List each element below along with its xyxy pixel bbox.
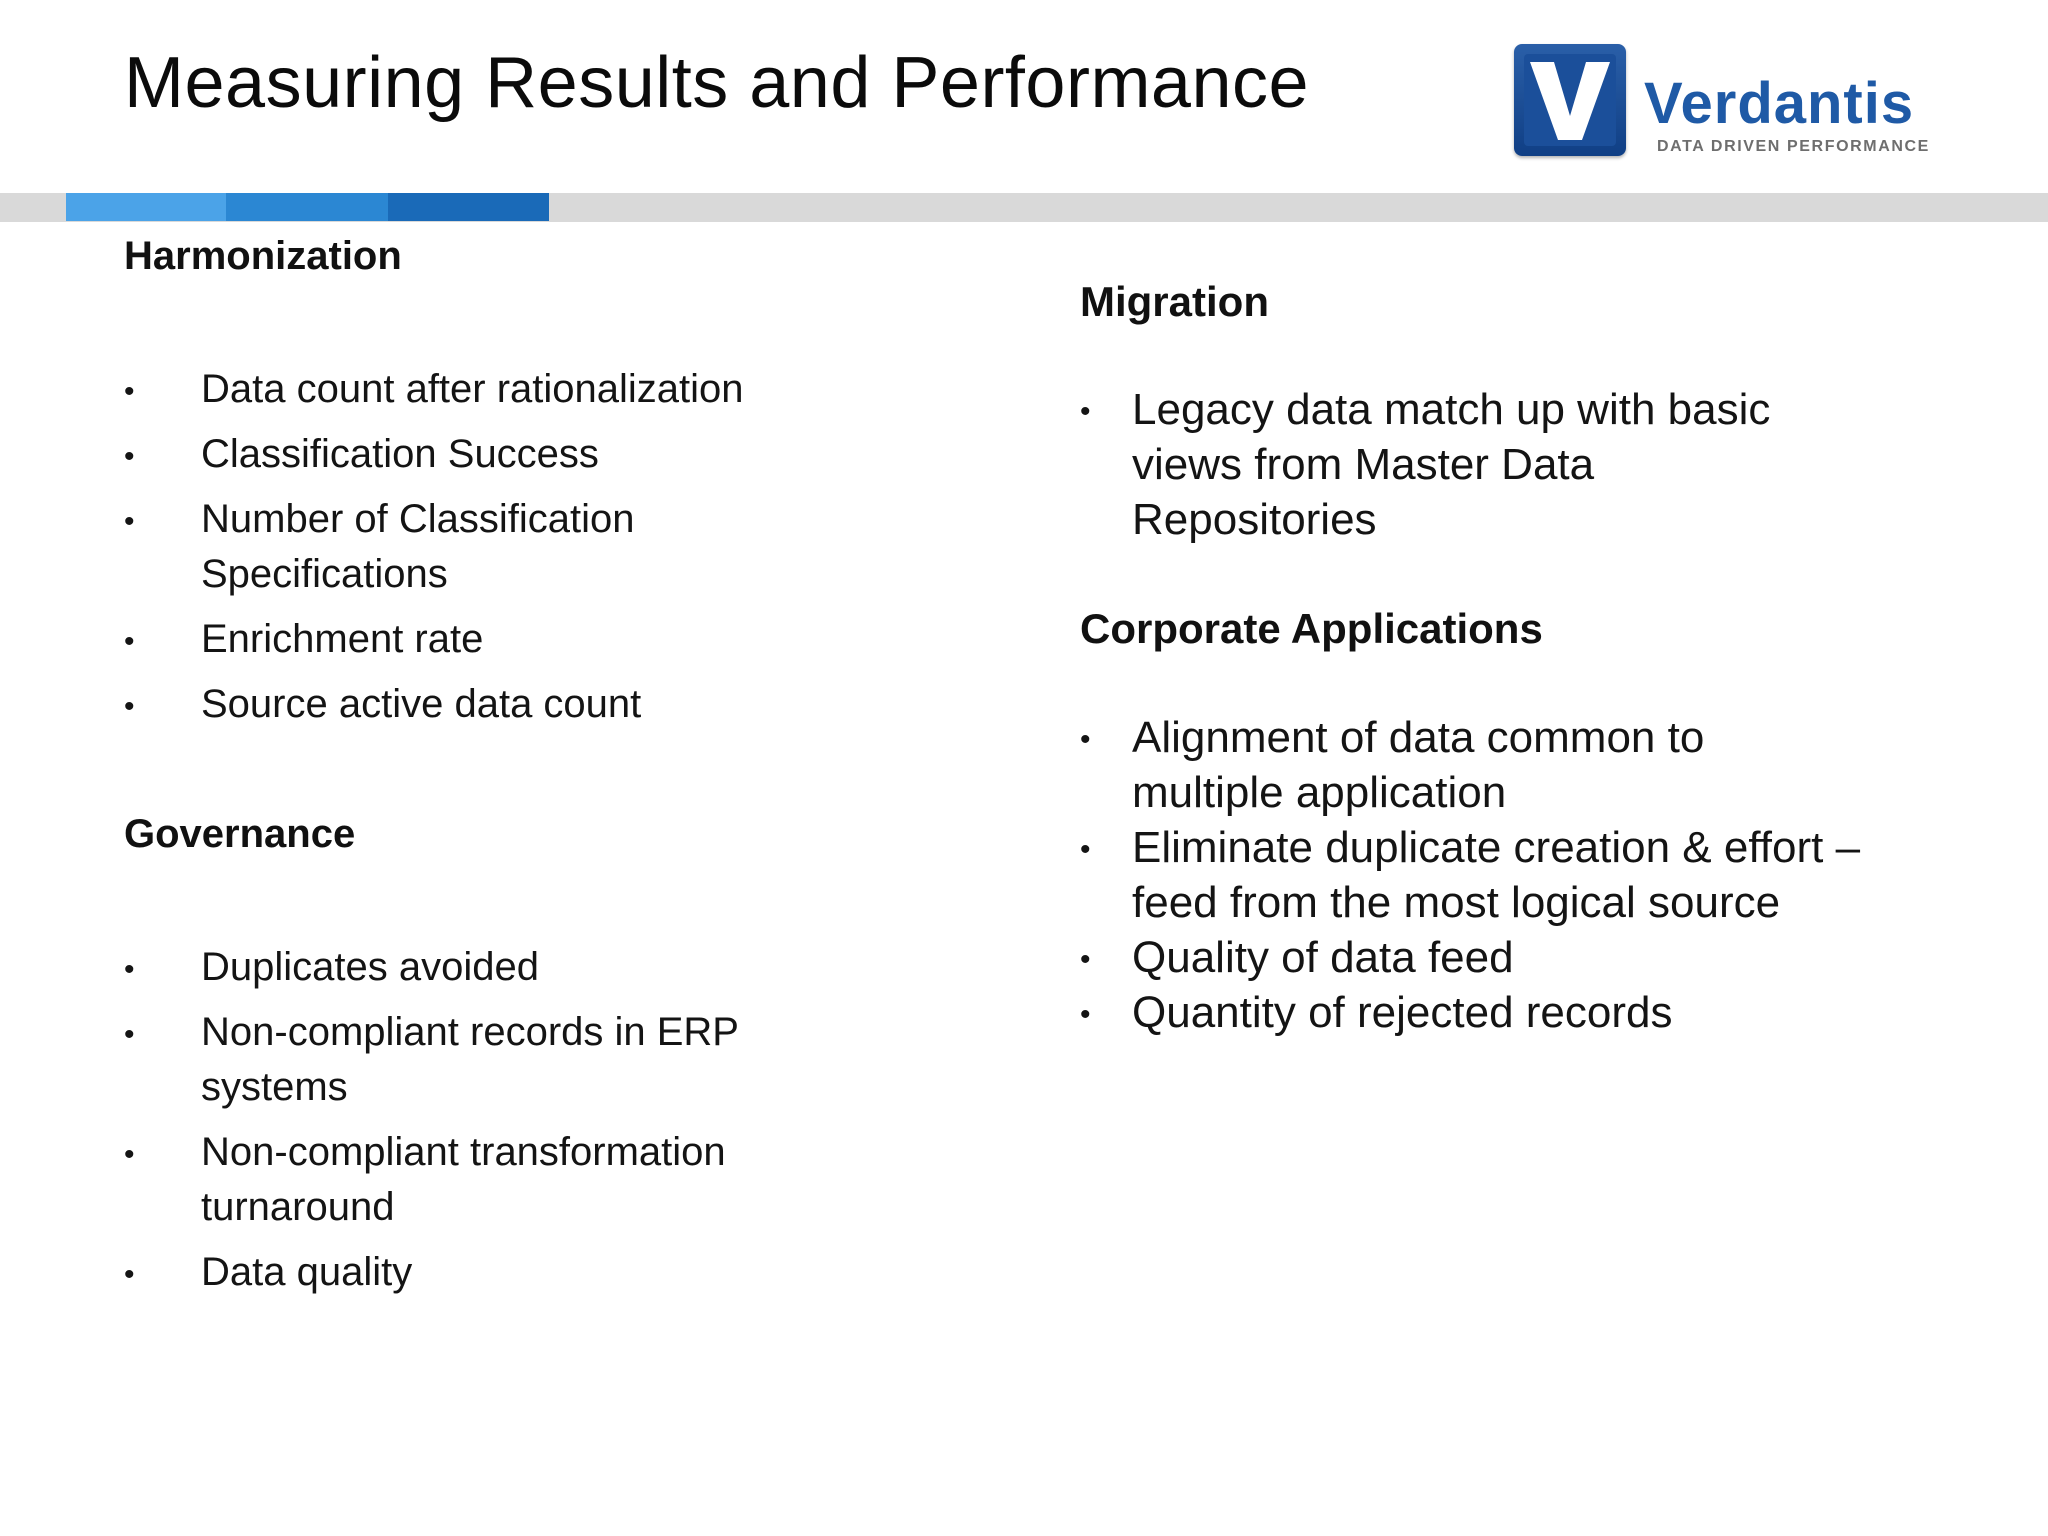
list-item-text: Non-compliant transformation turnaround bbox=[201, 1130, 726, 1229]
list-item bbox=[1080, 930, 1860, 985]
verdantis-logo bbox=[1514, 44, 1954, 160]
list-item bbox=[124, 1005, 881, 1115]
list-item bbox=[124, 427, 844, 482]
harmonization-list bbox=[124, 362, 844, 742]
divider-accent-1 bbox=[66, 193, 226, 221]
migration-list bbox=[1080, 382, 1840, 547]
list-item bbox=[124, 1245, 844, 1300]
bullet-icon: • bbox=[124, 1018, 135, 1051]
harmonization-heading: Harmonization bbox=[124, 234, 402, 278]
bullet-icon: • bbox=[1080, 833, 1091, 866]
list-item-text: Non-compliant records in ERP systems bbox=[201, 1010, 739, 1109]
list-item-text: Legacy data match up with basic views from Master Data Repositories bbox=[1132, 385, 1771, 544]
bullet-icon: • bbox=[124, 505, 135, 538]
list-item bbox=[1080, 382, 1842, 547]
corporate-applications-list bbox=[1080, 710, 1860, 1040]
bullet-icon: • bbox=[1080, 943, 1091, 976]
list-item bbox=[1080, 820, 1892, 930]
list-item-text: Eliminate duplicate creation & effort –feed from the most logical source bbox=[1132, 823, 1861, 927]
bullet-icon: • bbox=[124, 690, 135, 723]
list-item-text: Quality of data feed bbox=[1132, 933, 1514, 982]
verdantis-v-logo-icon bbox=[1514, 44, 1626, 156]
logo-tagline: DATA DRIVEN PERFORMANCE bbox=[1657, 138, 1930, 155]
bullet-icon: • bbox=[1080, 998, 1091, 1031]
list-item bbox=[1080, 710, 1852, 820]
divider-accent-3 bbox=[388, 193, 549, 221]
migration-heading: Migration bbox=[1080, 278, 1269, 325]
list-item-text: Enrichment rate bbox=[201, 617, 484, 661]
list-item bbox=[124, 612, 844, 667]
bullet-icon: • bbox=[124, 625, 135, 658]
bullet-icon: • bbox=[124, 375, 135, 408]
list-item-text: Source active data count bbox=[201, 682, 642, 726]
list-item bbox=[124, 677, 844, 732]
bullet-icon: • bbox=[124, 440, 135, 473]
slide-title: Measuring Results and Performance bbox=[124, 43, 1310, 123]
list-item bbox=[124, 940, 844, 995]
list-item-text: Data quality bbox=[201, 1250, 413, 1294]
corporate-applications-heading: Corporate Applications bbox=[1080, 605, 1543, 652]
list-item-text: Quantity of rejected records bbox=[1132, 988, 1673, 1037]
list-item-text: Alignment of data common to multiple application bbox=[1132, 713, 1705, 817]
bullet-icon: • bbox=[124, 953, 135, 986]
list-item bbox=[1080, 985, 1860, 1040]
governance-heading: Governance bbox=[124, 812, 356, 856]
list-item-text: Duplicates avoided bbox=[201, 945, 539, 989]
bullet-icon: • bbox=[124, 1258, 135, 1291]
bullet-icon: • bbox=[124, 1138, 135, 1171]
list-item-text: Classification Success bbox=[201, 432, 599, 476]
logo-wordmark: Verdantis bbox=[1644, 71, 1915, 136]
divider-accent-2 bbox=[226, 193, 388, 221]
governance-list bbox=[124, 940, 844, 1310]
bullet-icon: • bbox=[1080, 395, 1091, 428]
bullet-icon: • bbox=[1080, 723, 1091, 756]
list-item-text: Number of Classification Specifications bbox=[201, 497, 635, 596]
list-item bbox=[124, 362, 844, 417]
list-item-text: Data count after rationalization bbox=[201, 367, 744, 411]
list-item bbox=[124, 492, 761, 602]
v-mark-shape bbox=[1524, 54, 1616, 146]
list-item bbox=[124, 1125, 921, 1235]
